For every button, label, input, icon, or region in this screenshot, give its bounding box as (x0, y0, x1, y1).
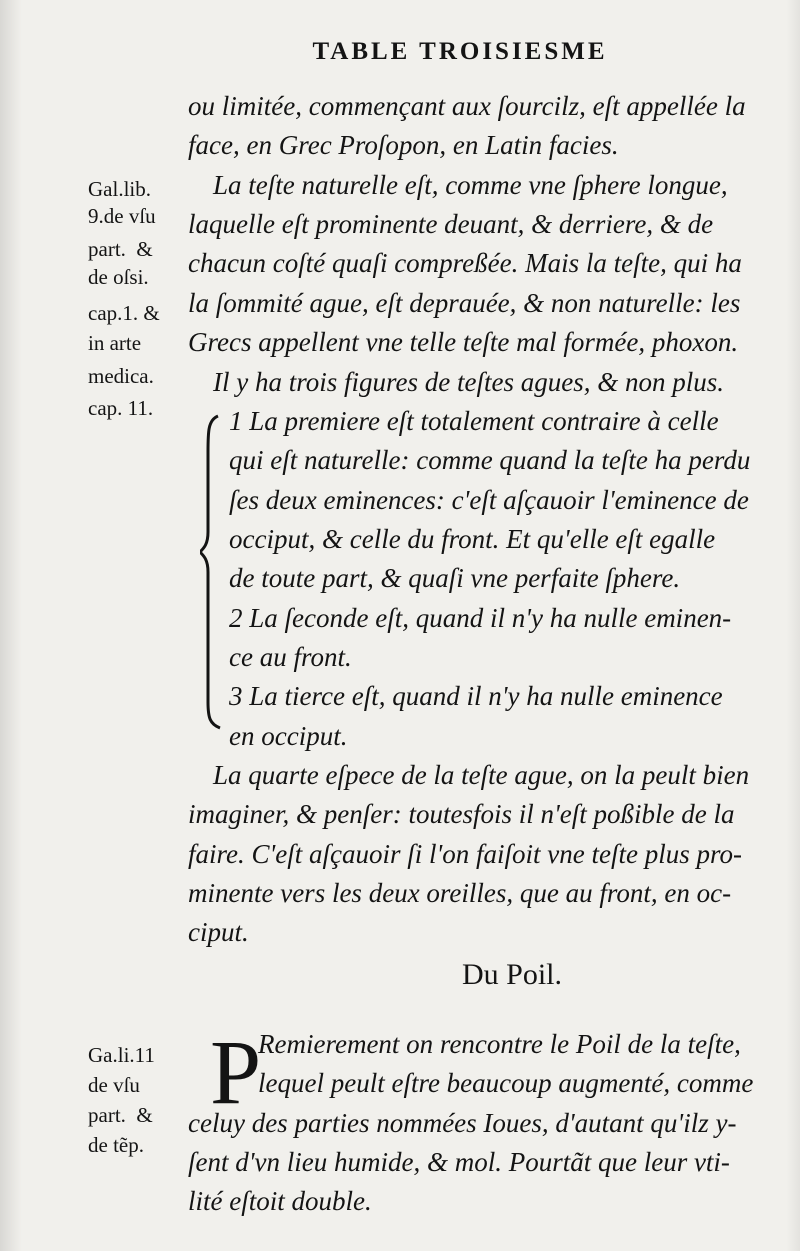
text-line: occiput, & celle du front. Et qu'elle eſt egalle (229, 524, 716, 554)
text-line: La quarte eſpece de la teſte ague, on la peult bien (213, 760, 750, 790)
text-line: en occiput. (229, 721, 348, 751)
drop-cap: P (210, 1021, 262, 1123)
margin-note: cap.1. & (88, 301, 160, 325)
text-line: lequel peult eſtre beaucoup augmenté, comme (258, 1068, 754, 1098)
text-line: de toute part, & quaſi vne perfaite ſphere. (229, 563, 681, 593)
text-line: 2 La ſeconde eſt, quand il n'y ha nulle eminen- (229, 603, 732, 633)
margin-note: de oſsi. (88, 265, 149, 289)
text-line: minente vers les deux oreilles, que au front, en oc- (188, 878, 732, 908)
text-line: ou limitée, commençant aux ſourcilz, eſt appellée la (188, 91, 746, 121)
margin-note: de tẽp. (88, 1133, 144, 1157)
text-line: La teſte naturelle eſt, comme vne ſphere longue, (213, 170, 728, 200)
text-line: ce au front. (229, 642, 352, 672)
text-line: lité eſtoit double. (188, 1186, 372, 1216)
running-header: TABLE TROISIESME (312, 38, 608, 65)
margin-note: Ga.li.11 (88, 1043, 155, 1067)
text-line: Grecs appellent vne telle teſte mal formée, phoxon. (188, 327, 739, 357)
text-line: face, en Grec Proſopon, en Latin facies. (188, 130, 619, 160)
text-line: la ſommité ague, eſt deprauée, & non naturelle: les (188, 288, 741, 318)
margin-note: 9.de vſu (88, 204, 156, 228)
text-line: imaginer, & penſer: toutesfois il n'eſt poßible de la (188, 799, 735, 829)
text-line: faire. C'eſt aſçauoir ſi l'on faiſoit vne teſte plus pro- (188, 839, 742, 869)
margin-note: medica. (88, 364, 154, 388)
text-line: Remierement on rencontre le Poil de la teſte, (258, 1029, 741, 1059)
text-line: 3 La tierce eſt, quand il n'y ha nulle eminence (229, 681, 723, 711)
text-line: Il y ha trois figures de teſtes agues, & non plus. (213, 367, 724, 397)
margin-note: cap. 11. (88, 396, 154, 420)
text-line: celuy des parties nommées Ioues, d'autant qu'ilz y- (188, 1108, 737, 1138)
text-line: ſes deux eminences: c'eſt aſçauoir l'eminence de (229, 485, 749, 515)
brace-bracket (200, 412, 224, 730)
margin-note: Gal.lib. (88, 177, 151, 201)
text-line: chacun coſté quaſi compreßée. Mais la teſte, qui ha (188, 248, 742, 278)
margin-note: in arte (88, 331, 142, 355)
text-line: 1 La premiere eſt totalement contraire à celle (229, 406, 719, 436)
text-line: ſent d'vn lieu humide, & mol. Pourtãt que leur vti- (188, 1147, 730, 1177)
text-line: qui eſt naturelle: comme quand la teſte ha perdu (229, 445, 751, 475)
text-line: laquelle eſt prominente deuant, & derriere, & de (188, 209, 714, 239)
margin-note: part. & (88, 237, 153, 261)
text-line: ciput. (188, 917, 249, 947)
section-heading: Du Poil. (462, 958, 563, 991)
margin-note: part. & (88, 1103, 153, 1127)
margin-note: de vſu (88, 1073, 140, 1097)
